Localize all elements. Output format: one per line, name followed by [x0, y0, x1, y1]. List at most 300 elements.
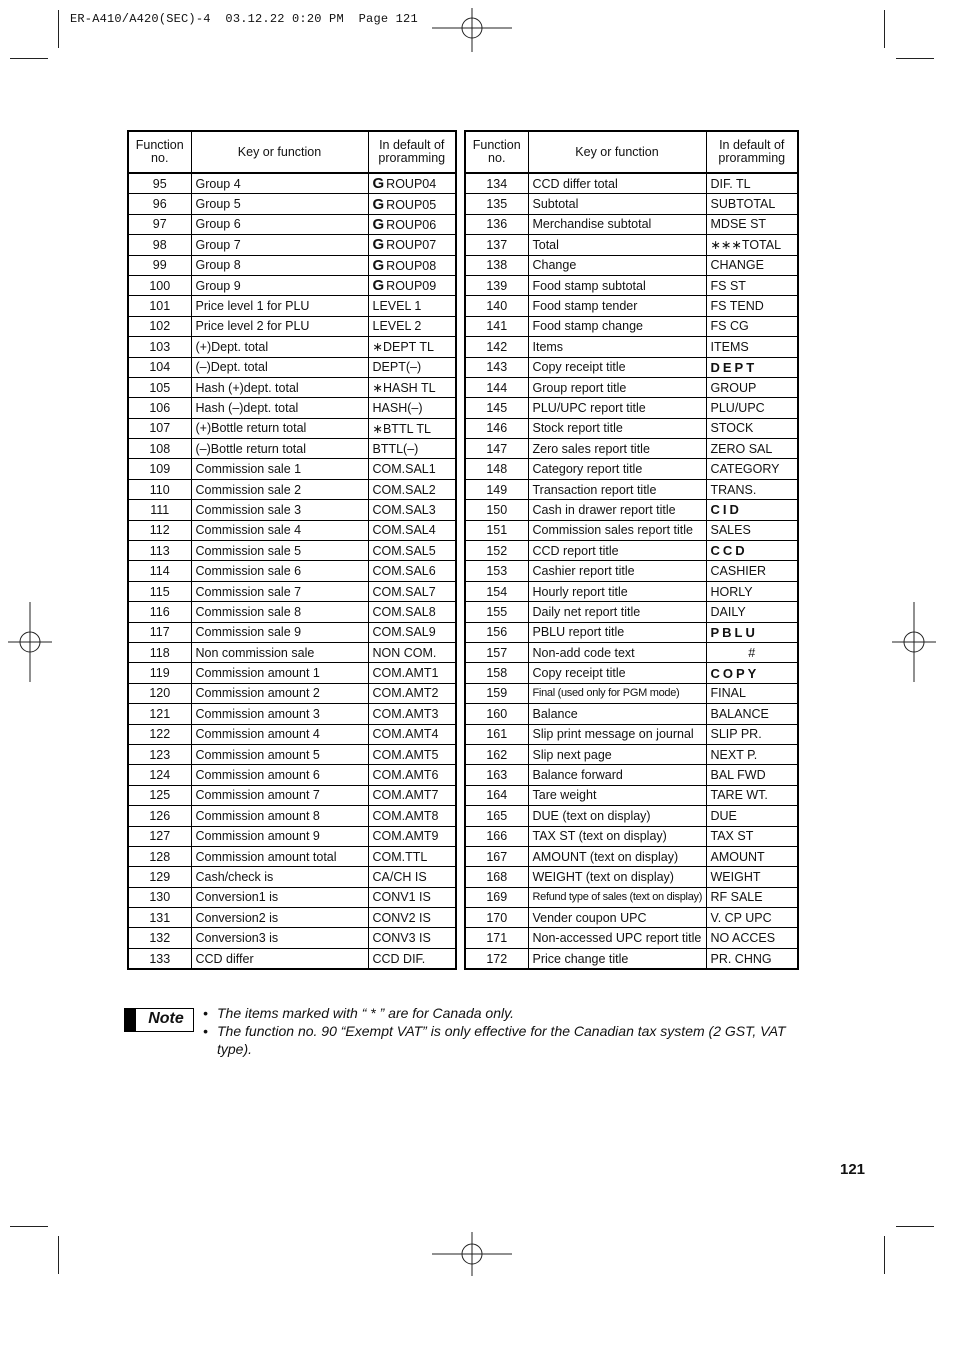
key-function-cell: Group 8: [191, 255, 368, 275]
registration-mark-icon: [432, 1232, 512, 1276]
table-row: [128, 642, 456, 662]
default-text-cell: COM.AMT1: [368, 663, 456, 683]
function-no-cell: 146: [465, 418, 528, 438]
function-no-cell: 153: [465, 561, 528, 581]
default-rest: ROUP05: [386, 197, 437, 212]
crop-mark: [58, 10, 59, 48]
table-row: [465, 541, 798, 561]
default-text-cell: CONV3 IS: [368, 928, 456, 948]
function-no-cell: 95: [128, 174, 191, 194]
function-no-cell: 145: [465, 398, 528, 418]
function-no-cell: 103: [128, 337, 191, 357]
function-no-cell: 116: [128, 602, 191, 622]
key-function-cell: Food stamp change: [528, 316, 706, 336]
default-text-cell: STOCK: [706, 418, 798, 438]
function-no-cell: 99: [128, 255, 191, 275]
default-text-cell: COM.AMT3: [368, 704, 456, 724]
crop-mark: [10, 1226, 48, 1227]
function-no-cell: 104: [128, 357, 191, 377]
default-text-cell: COM.AMT6: [368, 765, 456, 785]
key-function-cell: PLU/UPC report title: [528, 398, 706, 418]
table-row: [465, 744, 798, 764]
table-row: [465, 928, 798, 948]
function-no-cell: 143: [465, 357, 528, 377]
table-row: [465, 337, 798, 357]
default-initial: G: [372, 236, 385, 254]
table-row: [465, 765, 798, 785]
function-no-cell: 140: [465, 296, 528, 316]
function-no-cell: 108: [128, 439, 191, 459]
function-no-cell: 130: [128, 887, 191, 907]
key-function-cell: Group 6: [191, 214, 368, 234]
function-no-cell: 129: [128, 867, 191, 887]
key-function-cell: Commission sale 5: [191, 541, 368, 561]
function-no-cell: 128: [128, 846, 191, 866]
key-function-cell: CCD differ total: [528, 174, 706, 194]
table-row: [465, 826, 798, 846]
function-no-cell: 168: [465, 867, 528, 887]
table-row: [128, 398, 456, 418]
key-function-cell: Commission sale 9: [191, 622, 368, 642]
function-no-cell: 164: [465, 785, 528, 805]
default-text-cell: TRANS.: [706, 479, 798, 499]
table-row: [465, 418, 798, 438]
function-no-cell: 112: [128, 520, 191, 540]
bullet-icon: •: [203, 1023, 208, 1039]
table-row: [128, 275, 456, 295]
table-row: [128, 826, 456, 846]
function-no-cell: 105: [128, 377, 191, 397]
key-function-cell: Conversion1 is: [191, 887, 368, 907]
key-function-cell: Refund type of sales (text on display): [528, 887, 706, 907]
function-no-cell: 107: [128, 418, 191, 438]
key-function-cell: Copy receipt title: [528, 357, 706, 377]
crop-mark: [884, 1236, 885, 1274]
header-line: In default of: [379, 138, 445, 152]
key-function-cell: Commission sale 1: [191, 459, 368, 479]
default-text-cell: FS TEND: [706, 296, 798, 316]
default-text-cell: COM.AMT5: [368, 744, 456, 764]
default-text-cell: CID: [706, 500, 798, 520]
default-text-cell: RF SALE: [706, 887, 798, 907]
default-rest: ROUP04: [386, 177, 437, 192]
key-function-cell: Final (used only for PGM mode): [528, 683, 706, 703]
default-text-cell: WEIGHT: [706, 867, 798, 887]
key-function-cell: Price level 1 for PLU: [191, 296, 368, 316]
table-row: [465, 520, 798, 540]
function-no-cell: 118: [128, 642, 191, 662]
key-function-cell: Hash (–)dept. total: [191, 398, 368, 418]
key-function-cell: Total: [528, 235, 706, 255]
default-text-cell: DIF. TL: [706, 174, 798, 194]
table-row: [128, 908, 456, 928]
default-text-cell: SLIP PR.: [706, 724, 798, 744]
table-row: [128, 806, 456, 826]
key-function-cell: Category report title: [528, 459, 706, 479]
default-text-cell: COM.AMT4: [368, 724, 456, 744]
key-function-cell: Change: [528, 255, 706, 275]
default-text-cell: NEXT P.: [706, 744, 798, 764]
default-text-cell: GROUP: [706, 377, 798, 397]
default-text-cell: DEPT: [706, 357, 798, 377]
function-no-cell: 142: [465, 337, 528, 357]
key-function-cell: PBLU report title: [528, 622, 706, 642]
default-text-cell: COM.SAL1: [368, 459, 456, 479]
key-function-cell: Commission sale 3: [191, 500, 368, 520]
default-text-cell: [368, 275, 456, 295]
table-row: [465, 357, 798, 377]
function-no-cell: 166: [465, 826, 528, 846]
default-rest: ROUP09: [386, 279, 437, 294]
function-no-cell: 161: [465, 724, 528, 744]
table-row: [128, 337, 456, 357]
key-function-cell: DUE (text on display): [528, 806, 706, 826]
registration-mark-icon: [432, 8, 512, 52]
table-row: [128, 948, 456, 969]
function-no-cell: 147: [465, 439, 528, 459]
table-row: [128, 439, 456, 459]
table-row: [128, 724, 456, 744]
function-no-cell: 120: [128, 683, 191, 703]
default-text-cell: COM.TTL: [368, 846, 456, 866]
key-function-cell: Commission sale 4: [191, 520, 368, 540]
table-row: [128, 235, 456, 255]
table-row: [465, 724, 798, 744]
key-function-cell: Commission amount 7: [191, 785, 368, 805]
default-text-cell: COM.AMT8: [368, 806, 456, 826]
default-text-cell: DEPT(–): [368, 357, 456, 377]
table-row: [128, 867, 456, 887]
key-function-cell: TAX ST (text on display): [528, 826, 706, 846]
function-no-cell: 163: [465, 765, 528, 785]
function-no-cell: 148: [465, 459, 528, 479]
table-row: [128, 377, 456, 397]
function-no-cell: 138: [465, 255, 528, 275]
function-no-cell: 157: [465, 642, 528, 662]
table-row: [128, 683, 456, 703]
function-no-cell: 100: [128, 275, 191, 295]
default-initial: G: [372, 215, 385, 233]
key-function-cell: Slip print message on journal: [528, 724, 706, 744]
table-row: [128, 174, 456, 194]
key-function-cell: Balance forward: [528, 765, 706, 785]
table-row: [465, 275, 798, 295]
default-text-cell: COM.SAL8: [368, 602, 456, 622]
key-function-cell: Copy receipt title: [528, 663, 706, 683]
default-text-cell: [368, 255, 456, 275]
function-no-cell: 131: [128, 908, 191, 928]
default-initial: G: [372, 195, 385, 213]
key-function-cell: Group report title: [528, 377, 706, 397]
function-no-cell: 144: [465, 377, 528, 397]
function-no-cell: 162: [465, 744, 528, 764]
table-row: [128, 459, 456, 479]
header-default: [368, 131, 456, 173]
function-no-cell: 133: [128, 948, 191, 969]
default-text-cell: SUBTOTAL: [706, 194, 798, 214]
table-row: [465, 561, 798, 581]
key-function-cell: Commission amount 5: [191, 744, 368, 764]
key-function-cell: Stock report title: [528, 418, 706, 438]
key-function-cell: CCD report title: [528, 541, 706, 561]
default-text-cell: FS CG: [706, 316, 798, 336]
default-text-cell: V. CP UPC: [706, 908, 798, 928]
table-row: [128, 214, 456, 234]
default-text-cell: CONV1 IS: [368, 887, 456, 907]
table-row: [465, 663, 798, 683]
default-text-cell: PLU/UPC: [706, 398, 798, 418]
table-row: [128, 357, 456, 377]
table-row: [128, 194, 456, 214]
header-line: Function: [472, 138, 521, 152]
function-no-cell: 117: [128, 622, 191, 642]
function-no-cell: 169: [465, 887, 528, 907]
default-text-cell: TARE WT.: [706, 785, 798, 805]
key-function-cell: Merchandise subtotal: [528, 214, 706, 234]
header-line: proramming: [718, 151, 786, 165]
default-rest: ROUP07: [386, 238, 437, 253]
function-no-cell: 127: [128, 826, 191, 846]
function-no-cell: 123: [128, 744, 191, 764]
table-row: [465, 500, 798, 520]
function-no-cell: 150: [465, 500, 528, 520]
default-text-cell: DUE: [706, 806, 798, 826]
key-function-cell: Transaction report title: [528, 479, 706, 499]
function-no-cell: 134: [465, 174, 528, 194]
default-text-cell: COM.SAL5: [368, 541, 456, 561]
default-text-cell: [368, 235, 456, 255]
table-row: [465, 806, 798, 826]
default-text-cell: COM.SAL6: [368, 561, 456, 581]
default-initial: G: [372, 277, 385, 295]
function-no-cell: 109: [128, 459, 191, 479]
key-function-cell: Tare weight: [528, 785, 706, 805]
default-text-cell: COM.AMT9: [368, 826, 456, 846]
table-row: [465, 642, 798, 662]
registration-mark-icon: [8, 602, 52, 682]
key-function-cell: Commission amount 1: [191, 663, 368, 683]
default-text-cell: PR. CHNG: [710, 951, 772, 966]
table-row: [465, 887, 798, 907]
key-function-cell: Cashier report title: [528, 561, 706, 581]
table-row: [465, 581, 798, 601]
key-function-cell: CCD differ: [191, 948, 368, 969]
default-text-cell: HORLY: [706, 581, 798, 601]
key-function-cell: (+)Dept. total: [191, 337, 368, 357]
key-function-cell: Commission amount 3: [191, 704, 368, 724]
default-initial: G: [372, 256, 385, 274]
table-row: [465, 785, 798, 805]
header-line: proramming: [378, 151, 446, 165]
note-text: The function no. 90 “Exempt VAT” is only effective for the Canadian tax system (2 GST, VAT type).: [217, 1023, 786, 1057]
key-function-cell: (+)Bottle return total: [191, 418, 368, 438]
key-function-cell: Conversion2 is: [191, 908, 368, 928]
table-row: [465, 194, 798, 214]
function-no-cell: 110: [128, 479, 191, 499]
function-no-cell: 119: [128, 663, 191, 683]
table-row: [465, 704, 798, 724]
default-text-cell: ∗DEPT TL: [368, 337, 456, 357]
default-text-cell: #: [706, 642, 798, 662]
default-text-cell: MDSE ST: [706, 214, 798, 234]
key-function-cell: Group 7: [191, 235, 368, 255]
default-text-cell: ZERO SAL: [706, 439, 798, 459]
print-slug: ER-A410/A420(SEC)-4 03.12.22 0:20 PM Page 121: [70, 12, 418, 26]
table-row: [465, 948, 798, 969]
key-function-cell: Commission sale 6: [191, 561, 368, 581]
table-row: [465, 439, 798, 459]
default-text-cell: FS ST: [706, 275, 798, 295]
note-list: [203, 1004, 818, 1058]
table-row: [128, 928, 456, 948]
key-function-cell: Subtotal: [528, 194, 706, 214]
function-no-cell: 170: [465, 908, 528, 928]
default-text-cell: CASHIER: [706, 561, 798, 581]
function-no-cell: 155: [465, 602, 528, 622]
default-text-cell: [368, 194, 456, 214]
table-row: [128, 765, 456, 785]
default-text-cell: PBLU: [706, 622, 798, 642]
table-row: [128, 500, 456, 520]
key-function-cell: Balance: [528, 704, 706, 724]
function-no-cell: 113: [128, 541, 191, 561]
table-row: [128, 704, 456, 724]
default-text-cell: CCD DIF.: [372, 951, 426, 966]
default-text-cell: CATEGORY: [706, 459, 798, 479]
default-text-cell: [368, 214, 456, 234]
default-text-cell: DAILY: [706, 602, 798, 622]
function-no-cell: 97: [128, 214, 191, 234]
default-text-cell: COM.SAL2: [368, 479, 456, 499]
table-row: [465, 398, 798, 418]
key-function-cell: Slip next page: [528, 744, 706, 764]
key-function-cell: Vender coupon UPC: [528, 908, 706, 928]
key-function-cell: Commission amount 9: [191, 826, 368, 846]
table-row: [465, 235, 798, 255]
key-function-cell: Price level 2 for PLU: [191, 316, 368, 336]
default-rest: ROUP08: [386, 258, 437, 273]
key-function-cell: Group 5: [191, 194, 368, 214]
header-line: no.: [151, 151, 169, 165]
function-no-cell: 114: [128, 561, 191, 581]
default-text-cell: [368, 174, 456, 194]
function-no-cell: 96: [128, 194, 191, 214]
function-no-cell: 158: [465, 663, 528, 683]
key-function-cell: Items: [528, 337, 706, 357]
key-function-cell: Cash/check is: [191, 867, 368, 887]
default-text-cell: COM.SAL9: [368, 622, 456, 642]
default-text-cell: BALANCE: [706, 704, 798, 724]
default-text-cell: SALES: [706, 520, 798, 540]
default-text-cell: ∗BTTL TL: [368, 418, 456, 438]
default-text-cell: NO ACCES: [706, 928, 798, 948]
key-function-cell: Commission sale 2: [191, 479, 368, 499]
key-function-cell: (–)Dept. total: [191, 357, 368, 377]
function-no-cell: 132: [128, 928, 191, 948]
table-row: [128, 255, 456, 275]
table-row: [128, 561, 456, 581]
key-function-cell: Non-add code text: [528, 642, 706, 662]
table-row: [128, 479, 456, 499]
table-row: [465, 174, 798, 194]
table-row: [128, 744, 456, 764]
default-text-cell: TAX ST: [706, 826, 798, 846]
crop-mark: [58, 1236, 59, 1274]
key-function-cell: WEIGHT (text on display): [528, 867, 706, 887]
function-no-cell: 156: [465, 622, 528, 642]
table-row: [128, 541, 456, 561]
crop-mark: [896, 1226, 934, 1227]
default-text-cell: ∗∗∗TOTAL: [706, 235, 798, 255]
function-no-cell: 102: [128, 316, 191, 336]
table-row: [465, 296, 798, 316]
key-function-cell: Commission amount 2: [191, 683, 368, 703]
default-initial: G: [372, 175, 385, 193]
page-number: 121: [840, 1161, 866, 1178]
header-line: In default of: [719, 138, 785, 152]
note-badge-bar: [125, 1009, 136, 1031]
crop-mark: [884, 10, 885, 48]
default-text-cell: COM.AMT7: [368, 785, 456, 805]
bullet-icon: •: [203, 1005, 208, 1021]
key-function-cell: Food stamp subtotal: [528, 275, 706, 295]
function-no-cell: 106: [128, 398, 191, 418]
key-function-cell: Commission amount 4: [191, 724, 368, 744]
default-text-cell: COM.SAL7: [368, 581, 456, 601]
key-function-cell: Group 9: [191, 275, 368, 295]
table-row: [128, 316, 456, 336]
key-function-cell: Non commission sale: [191, 642, 368, 662]
note-label: Note: [148, 1010, 184, 1027]
table-row: [128, 622, 456, 642]
function-no-cell: 136: [465, 214, 528, 234]
function-no-cell: 125: [128, 785, 191, 805]
key-function-cell: Hash (+)dept. total: [191, 377, 368, 397]
function-no-cell: 151: [465, 520, 528, 540]
function-no-cell: 115: [128, 581, 191, 601]
default-text-cell: CONV2 IS: [368, 908, 456, 928]
default-text-cell: ITEMS: [706, 337, 798, 357]
key-function-cell: Commission amount 6: [191, 765, 368, 785]
table-row: [128, 520, 456, 540]
function-no-cell: 171: [465, 928, 528, 948]
table-row: [465, 846, 798, 866]
key-function-cell: Commission sales report title: [528, 520, 706, 540]
crop-mark: [896, 58, 934, 59]
table-row: [465, 316, 798, 336]
function-no-cell: 159: [465, 683, 528, 703]
header-line: Function: [135, 138, 184, 152]
header-line: no.: [488, 151, 506, 165]
function-no-cell: 121: [128, 704, 191, 724]
default-text-cell: CA/CH IS: [368, 867, 456, 887]
table-row: [128, 887, 456, 907]
header-key-or-function: Key or function: [191, 131, 368, 173]
table-row: [465, 908, 798, 928]
table-row: [128, 581, 456, 601]
default-text-cell: CCD: [706, 541, 798, 561]
table-row: [465, 214, 798, 234]
default-text-cell: COPY: [706, 663, 798, 683]
header-function-no: [465, 131, 528, 173]
table-row: [128, 663, 456, 683]
registration-mark-icon: [892, 602, 936, 682]
key-function-cell: Cash in drawer report title: [528, 500, 706, 520]
function-no-cell: 122: [128, 724, 191, 744]
table-row: [465, 683, 798, 703]
table-row: [465, 867, 798, 887]
note-text: The items marked with “ * ” are for Canada only.: [217, 1005, 514, 1021]
